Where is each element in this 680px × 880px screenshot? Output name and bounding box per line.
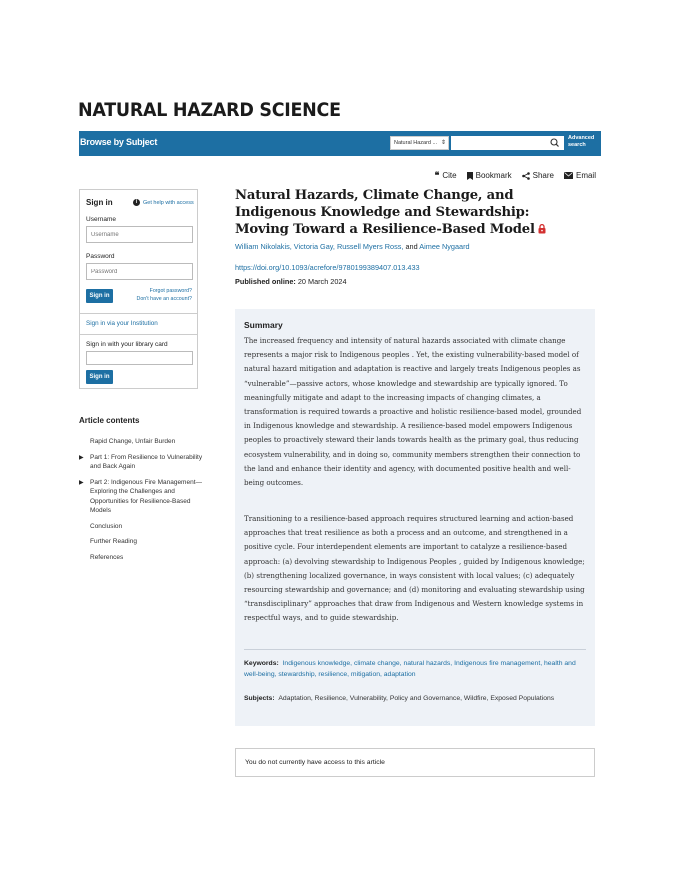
- published-date: 20 March 2024: [297, 277, 347, 286]
- bookmark-label: Bookmark: [475, 171, 512, 180]
- keywords-label: Keywords:: [244, 660, 279, 667]
- toc-item-label: References: [90, 553, 124, 561]
- sign-in-panel: [79, 189, 198, 389]
- get-help-link[interactable]: [133, 199, 194, 206]
- email-label: Email: [575, 171, 596, 180]
- table-of-contents: [79, 437, 203, 562]
- cite-label: Cite: [442, 171, 457, 180]
- author-list: William Nikolakis, Victoria Gay, Russell Myers Ross, and Aimee Nygaard: [235, 242, 470, 251]
- top-nav-bar: [79, 131, 601, 156]
- username-field[interactable]: [86, 226, 193, 243]
- info-icon: i: [133, 199, 140, 206]
- browse-by-subject-link[interactable]: Browse by Subject: [80, 137, 158, 147]
- library-sign-in-button[interactable]: Sign in: [86, 370, 113, 384]
- sign-in-heading: Sign in: [86, 198, 113, 207]
- forgot-password-link[interactable]: Forgot password?: [149, 288, 192, 294]
- article-title: Natural Hazards, Climate Change, and Indigenous Knowledge and Stewardship: Moving Toward a Resilience-Based Model: [235, 188, 535, 237]
- get-help-label: Get help with access: [143, 199, 194, 206]
- article-toolbar: [435, 171, 596, 180]
- email-button[interactable]: [564, 171, 596, 180]
- library-card-field[interactable]: [86, 351, 193, 365]
- expand-arrow-icon[interactable]: ▶: [79, 454, 84, 461]
- toc-item-label: Part 1: From Resilience to Vulnerability and Back Again: [90, 453, 203, 470]
- divider: [244, 649, 586, 650]
- author-link[interactable]: Russell Myers Ross: [336, 242, 402, 251]
- share-icon: [522, 172, 530, 180]
- toc-item-rapid-change[interactable]: [79, 437, 203, 447]
- subjects-label: Subjects:: [244, 695, 275, 702]
- author-link[interactable]: Aimee Nygaard: [419, 242, 470, 251]
- author-conjunction: and: [405, 242, 418, 251]
- author-link[interactable]: Victoria Gay: [293, 242, 333, 251]
- site-title[interactable]: NATURAL HAZARD SCIENCE: [78, 99, 341, 121]
- library-card-label: Sign in with your library card: [86, 341, 168, 348]
- toc-item-label: Further Reading: [90, 538, 137, 545]
- subjects-row: [244, 692, 586, 706]
- toc-item-conclusion[interactable]: [79, 522, 203, 532]
- quote-icon: ❝: [434, 170, 440, 181]
- divider: [80, 334, 197, 335]
- toc-item-further-reading[interactable]: [79, 537, 203, 547]
- share-label: Share: [532, 171, 554, 180]
- select-caret-icon: ⇕: [440, 140, 446, 146]
- username-label: Username: [86, 216, 116, 223]
- published-line: [235, 277, 347, 286]
- search-icon[interactable]: [548, 136, 562, 150]
- advanced-search-line1: Advanced: [568, 135, 595, 141]
- cite-button[interactable]: [435, 171, 457, 180]
- subjects-list: Adaptation, Resilience, Vulnerability, Policy and Governance, Wildfire, Exposed Populations: [278, 695, 555, 702]
- summary-paragraph-1: The increased frequency and intensity of natural hazards associated with climate change represents a major risk to Indigenous peoples . Yet, the existing vulnerability-based model of natural hazard mitigation and adaptation is reactive and largely treats Indigenous peoples as “vulnerable”—passive actors, whose knowledge and stewardship are typically ignored. To meaningfully mitigate and adapt to the increasing impacts of changing climates, a transformation is required towards a proactive and holistic resilience-based model, grounded in Indigenous knowledge and stewardship. A resilience-based model empowers Indigenous peoples to proactively steward their lands towards health as the primary goal, thus reducing ecosystem vulnerability, and in doing so, community members strengthen their connection to the land and enhance their identity and agency, with documented positive health and well-being outcomes.: [244, 336, 582, 488]
- lock-icon: [538, 224, 546, 234]
- keywords-links[interactable]: Indigenous knowledge, climate change, natural hazards, Indigenous fire management, health and well-being, stewardship, resilience, mitigation, adaptation: [244, 660, 576, 678]
- bookmark-button[interactable]: [467, 171, 512, 180]
- keywords-row: [244, 658, 586, 680]
- summary-panel: [235, 309, 595, 726]
- toc-item-label: Rapid Change, Unfair Burden: [90, 438, 176, 445]
- password-label: Password: [86, 253, 115, 260]
- article-title-block: [235, 187, 575, 238]
- toc-item-references[interactable]: [79, 553, 203, 563]
- share-button[interactable]: [522, 171, 554, 180]
- divider: [80, 313, 197, 314]
- search-scope-value: Natural Hazard ...: [394, 140, 438, 146]
- access-notice: You do not currently have access to this article: [235, 748, 595, 777]
- article-contents-heading: Article contents: [79, 416, 140, 425]
- toc-item-part-1[interactable]: [79, 453, 203, 472]
- summary-paragraph-2: Transitioning to a resilience-based approach requires structured learning and action-based approaches that treat resilience as both a process and an outcome, and strengthened in a positive cycle. Four interdependent elements are important to catalyze a resilience-based approach: (a) devolving stewardship to Indigenous Peoples , guided by Indigenous knowledge; (b) strengthening localized governance, in ways consistent with local values; (c) adequately resourcing stewardship and governance; and (d) monitoring and evaluating stewardship using “transdisciplinary” approaches that draw from Indigenous and Western knowledge systems in respectful ways, and to guide stewardship.: [244, 514, 585, 623]
- envelope-icon: [564, 172, 573, 179]
- sign-in-button[interactable]: Sign in: [86, 289, 113, 303]
- expand-arrow-icon[interactable]: ▶: [79, 479, 84, 486]
- doi-link[interactable]: https://doi.org/10.1093/acrefore/9780199389407.013.433: [235, 263, 420, 272]
- search-scope-select[interactable]: [390, 136, 449, 150]
- toc-item-part-2[interactable]: [79, 478, 203, 516]
- create-account-link[interactable]: Don't have an account?: [136, 296, 192, 302]
- bookmark-icon: [467, 172, 473, 180]
- password-field[interactable]: [86, 263, 193, 280]
- author-link[interactable]: William Nikolakis: [235, 242, 290, 251]
- summary-heading: Summary: [244, 320, 283, 330]
- advanced-search-line2: search: [568, 142, 586, 148]
- institution-sign-in-link[interactable]: Sign in via your Institution: [86, 320, 158, 327]
- toc-item-label: Conclusion: [90, 522, 123, 530]
- advanced-search-link[interactable]: [568, 135, 600, 149]
- toc-item-label: Part 2: Indigenous Fire Management—Exploring the Challenges and Opportunities for Resilience-Based Models: [90, 478, 203, 514]
- published-label: Published online:: [235, 277, 296, 286]
